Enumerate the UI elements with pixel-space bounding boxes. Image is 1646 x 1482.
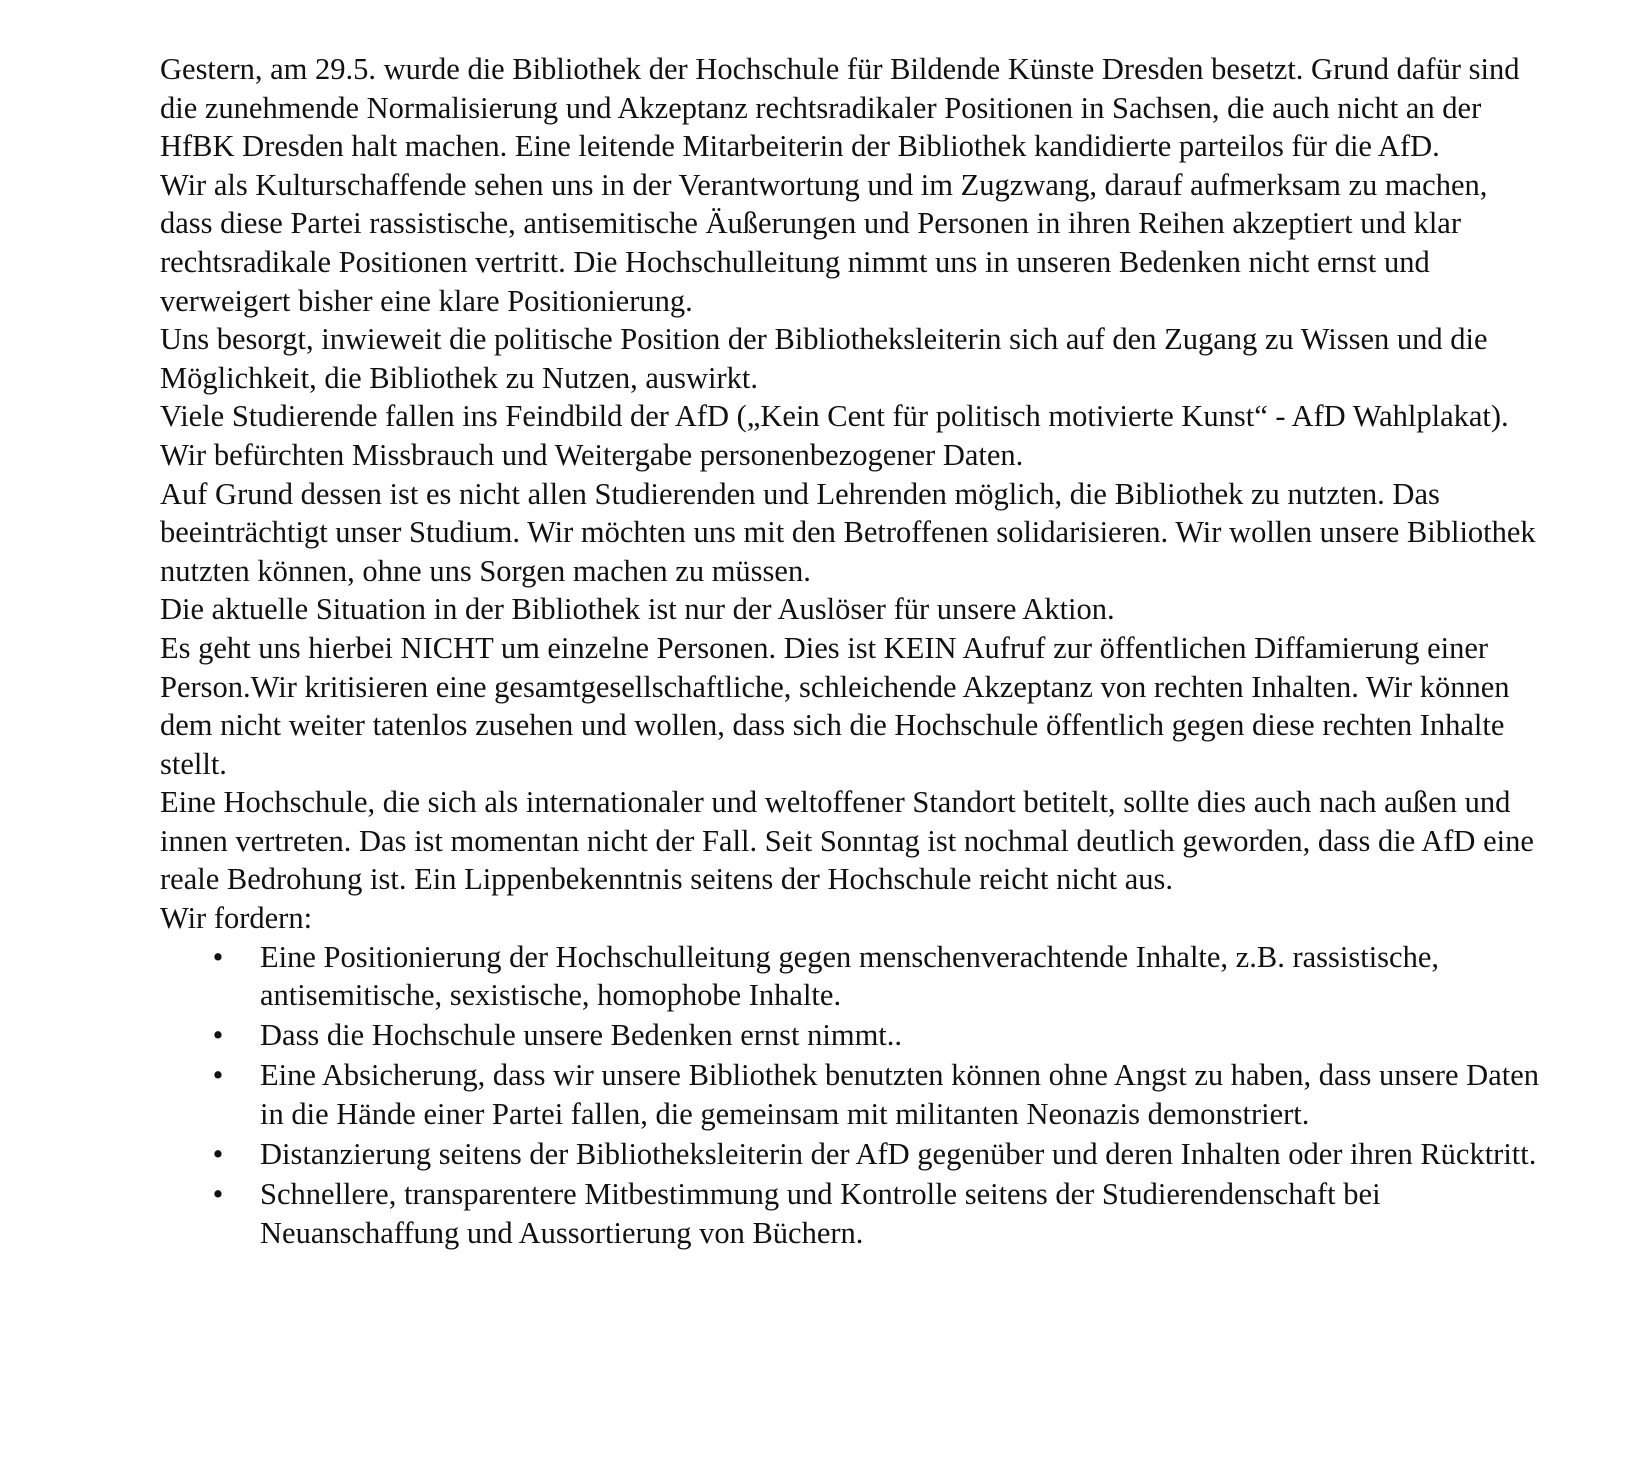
paragraph-access: Auf Grund dessen ist es nicht allen Studierenden und Lehrenden möglich, die Bibliothek zu nutzten. Das beeinträchtigt unser Studium. Wir möchten uns mit den Betroffenen solidarisieren. Wir wollen unsere Bibliothek nutzten können, ohne uns Sorgen machen zu müssen. bbox=[160, 476, 1536, 588]
list-item bbox=[160, 1175, 1540, 1252]
demand-text: Distanzierung seitens der Bibliotheksleiterin der AfD gegenüber und deren Inhalten oder ihren Rücktritt. bbox=[260, 1137, 1537, 1172]
demands-label: Wir fordern: bbox=[160, 901, 313, 936]
bullet-icon: • bbox=[212, 1018, 224, 1053]
demand-text: Eine Absicherung, dass wir unsere Bibliothek benutzten können ohne Angst zu haben, dass unsere Daten in die Hände einer Partei fallen, die gemeinsam mit militanten Neonazis demonstriert. bbox=[260, 1058, 1540, 1132]
paragraph-occupation: Gestern, am 29.5. wurde die Bibliothek der Hochschule für Bildende Künste Dresden besetzt. Grund dafür sind die zunehmende Normalisierung und Akzeptanz rechtsradikaler Positionen in Sachsen, die auch nicht an der HfBK Dresden halt machen. Eine leitende Mitarbeiterin der Bibliothek kandidierte parteilos für die AfD. bbox=[160, 52, 1520, 164]
demand-text: Dass die Hochschule unsere Bedenken ernst nimmt.. bbox=[260, 1018, 903, 1053]
bullet-icon: • bbox=[212, 1137, 224, 1172]
demands-list bbox=[160, 938, 1540, 1253]
bullet-icon: • bbox=[212, 1177, 224, 1212]
demand-text: Eine Positionierung der Hochschulleitung gegen menschenverachtende Inhalte, z.B. rassistische, antisemitische, sexistische, homophobe Inhalte. bbox=[260, 939, 1439, 1013]
list-item bbox=[160, 1056, 1540, 1133]
demand-text: Schnellere, transparentere Mitbestimmung und Kontrolle seitens der Studierendenschaft bei Neuanschaffung und Aussortierung von Büchern. bbox=[260, 1177, 1381, 1250]
paragraph-not-personal: Es geht uns hierbei NICHT um einzelne Personen. Dies ist KEIN Aufruf zur öffentlichen Diffamierung einer Person.Wir kritisieren eine gesamtgesellschaftliche, schleichende Akzeptanz von rechten Inhalten. Wir können dem nicht weiter tatenlos zusehen und wollen, dass sich die Hochschule öffentlich gegen diese rechten Inhalte stellt. bbox=[160, 630, 1510, 781]
paragraph-data-fear: Viele Studierende fallen ins Feindbild der AfD („Kein Cent für politisch motivierte Kunst“ - AfD Wahlplakat). Wir befürchten Missbrauch und Weitergabe personenbezogener Daten. bbox=[160, 399, 1509, 472]
list-item bbox=[160, 1016, 1540, 1055]
paragraph-university-stance: Eine Hochschule, die sich als internationaler und weltoffener Standort betitelt, sollte dies auch nach außen und innen vertreten. Das ist momentan nicht der Fall. Seit Sonntag ist nochmal deutlich geworden, dass die AfD eine reale Bedrohung ist. Ein Lippenbekenntnis seitens der Hochschule reicht nicht aus. bbox=[160, 785, 1534, 897]
list-item bbox=[160, 938, 1540, 1015]
paragraph-concern: Uns besorgt, inwieweit die politische Position der Bibliotheksleiterin sich auf den Zugang zu Wissen und die Möglichkeit, die Bibliothek zu Nutzen, auswirkt. bbox=[160, 322, 1488, 395]
document-body bbox=[160, 50, 1540, 1254]
paragraph-trigger: Die aktuelle Situation in der Bibliothek ist nur der Auslöser für unsere Aktion. bbox=[160, 592, 1115, 627]
paragraph-responsibility: Wir als Kulturschaffende sehen uns in der Verantwortung und im Zugzwang, darauf aufmerksam zu machen, dass diese Partei rassistische, antisemitische Äußerungen und Personen in ihren Reihen akzeptiert und klar rechtsradikale Positionen vertritt. Die Hochschulleitung nimmt uns in unseren Bedenken nicht ernst und verweigert bisher eine klare Positionierung. bbox=[160, 167, 1488, 318]
bullet-icon: • bbox=[212, 939, 224, 974]
bullet-icon: • bbox=[212, 1058, 224, 1093]
list-item bbox=[160, 1135, 1540, 1174]
